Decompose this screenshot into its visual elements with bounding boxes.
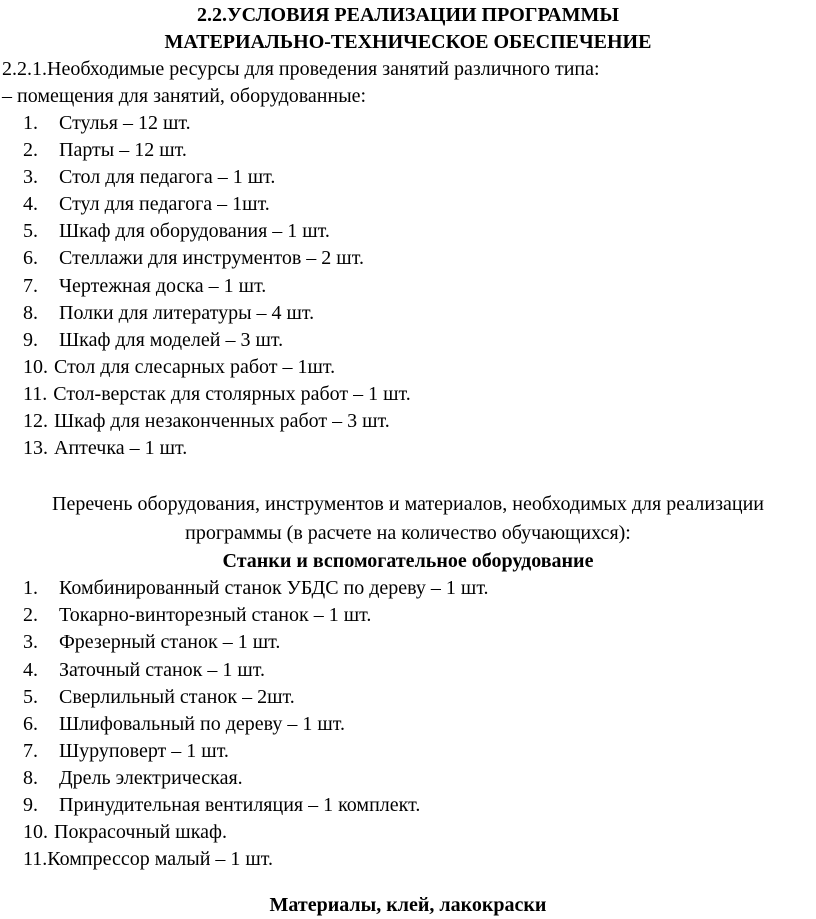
list-item-text: Дрель электрическая.: [59, 766, 243, 789]
list-item-number: 6.: [23, 712, 38, 735]
list-item-text: Чертежная доска – 1 шт.: [59, 274, 267, 297]
materials-heading: Материалы, клей, лакокраски: [269, 894, 547, 916]
rooms-list: [0, 110, 816, 462]
list-item-number: 7.: [23, 739, 38, 762]
list-item-number: 2.: [23, 604, 38, 627]
list-item: [23, 684, 816, 711]
list-item-number: 9.: [23, 793, 38, 816]
list-item-text: Стол для педагога – 1 шт.: [59, 166, 276, 189]
list-item-number: 10.: [23, 355, 48, 378]
list-item-text: Комбинированный станок УБДС по дереву – 1 шт.: [59, 577, 489, 600]
list-item: [23, 300, 816, 327]
list-item-number: 3.: [23, 631, 38, 654]
list-item-number: 5.: [23, 220, 38, 243]
list-item-text: Полки для литературы – 4 шт.: [59, 301, 315, 324]
intro-line-2: – помещения для занятий, оборудованные:: [2, 85, 367, 107]
list-item-text: Покрасочный шкаф.: [54, 821, 227, 844]
list-item: [23, 435, 816, 462]
list-item: [23, 110, 816, 137]
list-item-text: Компрессор малый – 1 шт.: [47, 848, 274, 871]
intro-block: [0, 56, 816, 110]
list-item-text: Стулья – 12 шт.: [59, 112, 191, 134]
list-item-number: 4.: [23, 658, 38, 681]
list-item: [23, 792, 816, 819]
list-item-number: 9.: [23, 328, 38, 351]
list-item-number: 3.: [23, 166, 38, 189]
list-item: [23, 711, 816, 738]
list-item-text: Сверлильный станок – 2шт.: [59, 685, 295, 708]
list-item: [23, 602, 816, 629]
list-item-text: Шлифовальный по дереву – 1 шт.: [59, 712, 346, 735]
list-item: [23, 408, 816, 435]
list-item-number: 13.: [23, 437, 48, 460]
list-item: [23, 327, 816, 354]
list-item: [23, 354, 816, 381]
list-item-number: 5.: [23, 685, 38, 708]
list-item: [23, 218, 816, 245]
list-item: [23, 191, 816, 218]
list-item-number: 11.: [23, 848, 48, 871]
list-item-number: 8.: [23, 301, 38, 324]
list-item-text: Стол-верстак для столярных работ – 1 шт.: [53, 382, 411, 405]
list-item-text: Шкаф для моделей – 3 шт.: [59, 328, 284, 351]
list-item-text: Шкаф для оборудования – 1 шт.: [59, 220, 330, 243]
list-item-text: Шкаф для незаконченных работ – 3 шт.: [54, 410, 390, 433]
list-item: [23, 738, 816, 765]
list-item-text: Фрезерный станок – 1 шт.: [59, 631, 281, 654]
list-item-text: Стеллажи для инструментов – 2 шт.: [59, 247, 364, 270]
list-item: [23, 164, 816, 191]
list-item-number: 2.: [23, 139, 38, 162]
list-item-text: Принудительная вентиляция – 1 комплект.: [59, 793, 421, 816]
list-item-number: 12.: [23, 410, 48, 433]
list-item: [23, 245, 816, 272]
equipment-intro: Перечень оборудования, инструментов и материалов, необходимых для реализации программы (в расчете на количество обучающихся):: [52, 493, 764, 545]
title-block: [0, 0, 816, 56]
list-item-number: 1.: [23, 112, 38, 134]
list-item: [23, 381, 816, 408]
list-item-text: Стол для слесарных работ – 1шт.: [54, 355, 336, 378]
list-item-number: 6.: [23, 247, 38, 270]
list-item-number: 1.: [23, 577, 38, 600]
machines-heading: Станки и вспомогательное оборудование: [222, 550, 594, 573]
list-item: [23, 657, 816, 684]
machines-list: [0, 575, 816, 873]
list-item: [23, 273, 816, 300]
list-item: [23, 846, 816, 873]
list-item: [23, 137, 816, 164]
spacer: [0, 462, 816, 490]
list-item-number: 4.: [23, 193, 38, 216]
title-line-2: МАТЕРИАЛЬНО-ТЕХНИЧЕСКОЕ ОБЕСПЕЧЕНИЕ: [164, 31, 652, 53]
list-item-number: 11.: [23, 382, 48, 405]
title-line-1: 2.2.УСЛОВИЯ РЕАЛИЗАЦИИ ПРОГРАММЫ: [197, 4, 619, 26]
intro-line-1: 2.2.1.Необходимые ресурсы для проведения занятий различного типа:: [2, 58, 600, 80]
list-item: [23, 575, 816, 602]
list-item-text: Аптечка – 1 шт.: [54, 437, 188, 460]
list-item-text: Парты – 12 шт.: [59, 139, 187, 162]
list-item: [23, 819, 816, 846]
list-item-number: 8.: [23, 766, 38, 789]
list-item-text: Шуруповерт – 1 шт.: [59, 739, 229, 762]
list-item: [23, 765, 816, 792]
list-item-number: 10.: [23, 821, 48, 844]
list-item-text: Стул для педагога – 1шт.: [59, 193, 270, 216]
list-item-text: Заточный станок – 1 шт.: [59, 658, 266, 681]
list-item-text: Токарно-винторезный станок – 1 шт.: [59, 604, 372, 627]
list-item: [23, 629, 816, 656]
list-item-number: 7.: [23, 274, 38, 297]
